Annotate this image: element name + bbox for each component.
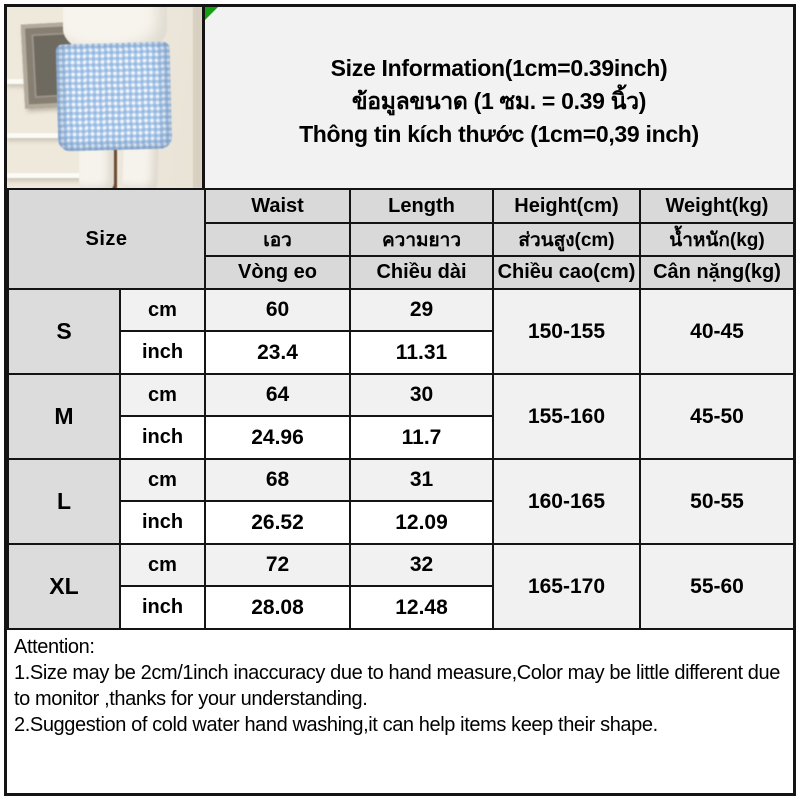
size-info-title-en: Size Information(1cm=0.39inch) <box>330 55 668 81</box>
top-row <box>7 7 793 188</box>
row-xl-cm <box>8 544 794 586</box>
size-info-title-vi: Thông tin kích thước (1cm=0,39 inch) <box>299 121 699 147</box>
unit-label-cm: cm <box>120 544 205 586</box>
header-waist-en: Waist <box>205 189 350 223</box>
size-info-title-th: ข้อมูลขนาด (1 ซม. = 0.39 นิ้ว) <box>351 88 647 114</box>
green-corner-triangle-icon <box>205 7 218 20</box>
header-waist-th: เอว <box>205 223 350 256</box>
header-length-vi: Chiều dài <box>350 256 493 289</box>
cell-s-waist-inch: 23.4 <box>205 331 350 374</box>
attention-title: Attention: <box>14 636 95 658</box>
attention-note-1: 1.Size may be 2cm/1inch inaccuracy due to hand measure,Color may be little different due to monitor ,thanks for your understanding. <box>14 662 780 710</box>
header-waist-vi: Vòng eo <box>205 256 350 289</box>
cell-xl-length-cm: 32 <box>350 544 493 586</box>
unit-label-cm: cm <box>120 459 205 501</box>
cell-l-height: 160-165 <box>493 459 640 544</box>
header-height-vi: Chiều cao(cm) <box>493 256 640 289</box>
size-header-cell: Size <box>8 189 205 289</box>
cell-s-waist-cm: 60 <box>205 289 350 331</box>
header-weight-en: Weight(kg) <box>640 189 794 223</box>
cell-xl-weight: 55-60 <box>640 544 794 629</box>
size-label-m: M <box>8 374 120 459</box>
cell-xl-length-inch: 12.48 <box>350 586 493 629</box>
unit-label-inch: inch <box>120 501 205 544</box>
cell-l-weight: 50-55 <box>640 459 794 544</box>
header-height-en: Height(cm) <box>493 189 640 223</box>
attention-note-2: 2.Suggestion of cold water hand washing,it can help items keep their shape. <box>14 714 658 736</box>
cell-m-waist-inch: 24.96 <box>205 416 350 459</box>
attention-section <box>7 630 793 793</box>
size-label-l: L <box>8 459 120 544</box>
cell-l-waist-inch: 26.52 <box>205 501 350 544</box>
cell-xl-height: 165-170 <box>493 544 640 629</box>
page-frame <box>4 4 796 796</box>
header-row-en <box>8 189 794 223</box>
cell-m-length-cm: 30 <box>350 374 493 416</box>
shelf-edge <box>7 173 85 178</box>
cell-l-waist-cm: 68 <box>205 459 350 501</box>
size-label-s: S <box>8 289 120 374</box>
product-photo <box>7 7 205 188</box>
header-length-en: Length <box>350 189 493 223</box>
row-l-cm <box>8 459 794 501</box>
size-label-xl: XL <box>8 544 120 629</box>
row-m-cm <box>8 374 794 416</box>
unit-label-inch: inch <box>120 416 205 459</box>
unit-label-cm: cm <box>120 289 205 331</box>
size-chart-table <box>7 188 795 630</box>
cell-m-waist-cm: 64 <box>205 374 350 416</box>
cell-m-height: 155-160 <box>493 374 640 459</box>
header-height-th: ส่วนสูง(cm) <box>493 223 640 256</box>
photo-scene <box>7 7 202 188</box>
header-length-th: ความยาว <box>350 223 493 256</box>
unit-label-inch: inch <box>120 586 205 629</box>
cell-s-length-inch: 11.31 <box>350 331 493 374</box>
cell-m-weight: 45-50 <box>640 374 794 459</box>
title-block <box>205 7 793 188</box>
wall-strip <box>193 7 202 188</box>
header-weight-th: น้ำหนัก(kg) <box>640 223 794 256</box>
cell-l-length-cm: 31 <box>350 459 493 501</box>
unit-label-cm: cm <box>120 374 205 416</box>
header-weight-vi: Cân nặng(kg) <box>640 256 794 289</box>
cell-xl-waist-inch: 28.08 <box>205 586 350 629</box>
cell-s-height: 150-155 <box>493 289 640 374</box>
cell-xl-waist-cm: 72 <box>205 544 350 586</box>
cell-m-length-inch: 11.7 <box>350 416 493 459</box>
cell-s-length-cm: 29 <box>350 289 493 331</box>
cell-s-weight: 40-45 <box>640 289 794 374</box>
gingham-skirt <box>56 42 173 152</box>
row-s-cm <box>8 289 794 331</box>
unit-label-inch: inch <box>120 331 205 374</box>
cell-l-length-inch: 12.09 <box>350 501 493 544</box>
